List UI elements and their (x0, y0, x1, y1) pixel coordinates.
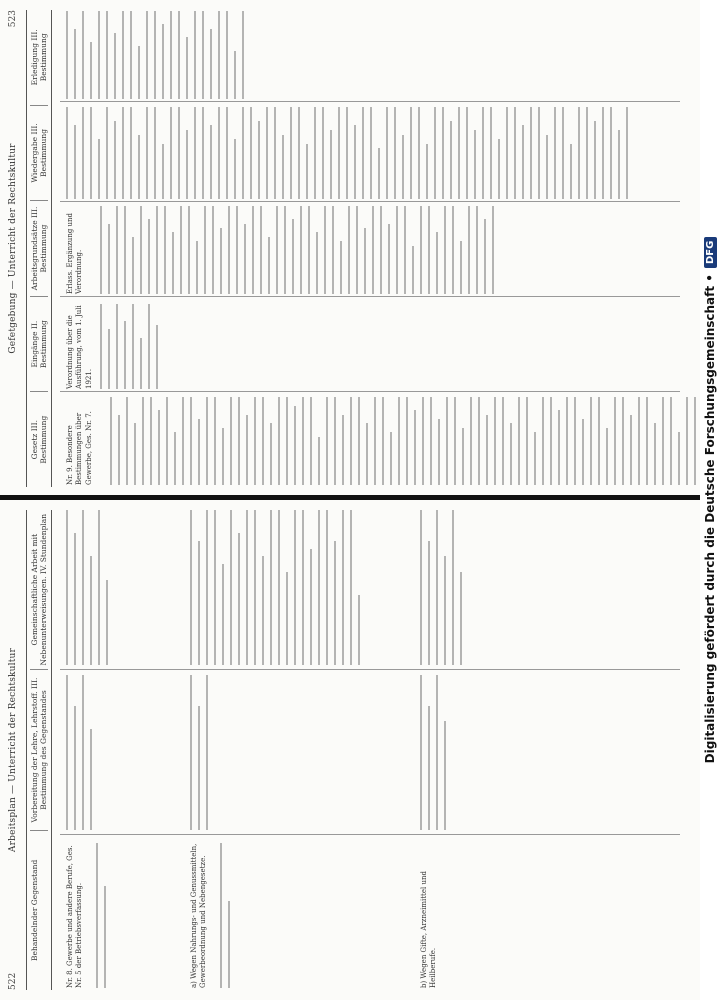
entry-text: Verordnung über die Ausführung, vom 1. Juli 1921. (66, 305, 93, 389)
right-page-content (0, 0, 700, 497)
text-block (190, 675, 214, 830)
column-rule (60, 296, 680, 297)
entry-text: Nr. 9. Besondere Bestimmungen über Gewerbe, Ges. Nr. 7. (66, 411, 93, 485)
text-block (100, 304, 164, 389)
text-block (96, 843, 112, 988)
entry-text: Erlass. Ergänzung und Verordnung. (66, 212, 84, 294)
text-block (66, 11, 250, 99)
banner-text: Digitalisierung gefördert durch die Deutsche Forschungsgemeinschaft • (703, 274, 717, 764)
right-page (0, 0, 700, 497)
running-head-left: Arbeitsplan — Unterricht der Rechtskultur (8, 647, 18, 853)
entry-text: Nr. 8. Gewerbe und andere Berufe, Ges. Nr. 5 der Betriebsverfassung. (66, 845, 84, 988)
column-headers-right (26, 10, 52, 487)
dfg-logo: DFG (704, 237, 717, 268)
text-block (220, 843, 236, 988)
column-header: Vorbereitung der Lehre, Lehrstoff. III. Bestimmung des Gegenstandes (30, 670, 48, 830)
column-rule (60, 391, 680, 392)
column-rule (60, 669, 680, 670)
left-page (0, 500, 700, 1000)
column-header: Gesetz III. Bestimmung (30, 415, 48, 464)
column-header: Gemeinschaftliche Arbeit mit Nebenunterweisungen. IV. Stundenplan (30, 510, 48, 670)
digitization-banner (700, 0, 720, 1000)
text-block (66, 107, 634, 199)
column-header: Wiedergabe III. Bestimmung (30, 106, 48, 202)
text-block (66, 510, 114, 665)
column-header: Erledigung III. Bestimmung (30, 10, 48, 106)
column-headers-left (26, 510, 52, 990)
running-head-right: Gefetgebung — Unterricht der Rechtskultur (8, 143, 18, 354)
column-rule (60, 101, 680, 102)
column-rule (60, 834, 680, 835)
text-block (190, 510, 366, 665)
entry-text: a) Wegen Nahrungs- und Genussmitteln, Gewerbeordnung und Nebengesetze. (190, 843, 208, 988)
text-block (66, 675, 98, 830)
text-block (420, 510, 468, 665)
left-page-content (0, 500, 700, 1000)
column-header: Behandelnder Gegenstand (30, 859, 39, 961)
column-rule (60, 201, 680, 202)
entry-text: b) Wegen Gifte, Arzneimittel und Heilberufe. (420, 871, 438, 988)
column-header: Eingänge II. Bestimmung (30, 297, 48, 393)
text-block (110, 397, 720, 485)
page-number-left: 522 (8, 972, 18, 990)
page-number-right: 523 (8, 10, 18, 28)
text-block (100, 206, 500, 294)
banner-content (700, 0, 720, 1000)
text-block (420, 675, 452, 830)
column-header: Arbeitsgrundsätze III. Bestimmung (30, 201, 48, 297)
